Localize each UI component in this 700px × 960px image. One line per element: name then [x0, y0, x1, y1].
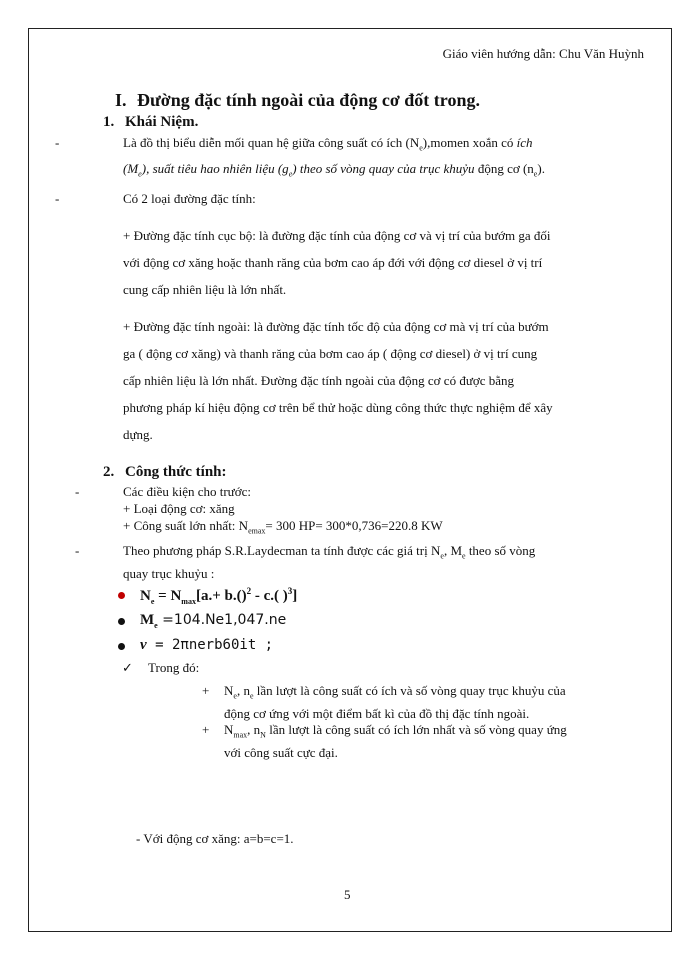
red-bullet: [118, 592, 125, 599]
subsection-1-title: Khái Niệm.: [125, 114, 199, 130]
gasoline-note: - Với động cơ xăng: a=b=c=1.: [136, 831, 294, 846]
checkmark-icon: ✓: [122, 660, 133, 675]
external-characteristic-paragraph: + Đường đặc tính ngoài: là đường đặc tính tốc độ của động cơ mà vị trí của bướm ga ( động cơ xăng) và thanh răng của bơm cao áp ( động cơ diesel) ở vị trí cung cấp nhiên liệu là lớn nhất. Đường đặc tính ngoài của động cơ có được bằng phương pháp kí hiệu động cơ trên bể thử hoặc dùng công thức thực nghiệm để xây dựng.: [123, 319, 553, 442]
section-number: I.: [115, 90, 127, 110]
formula-ne: $N_e = N_{max}[a.+ b.()^2 - c$.( )$^3$]: [140, 586, 297, 606]
black-bullet: [118, 618, 125, 625]
definition-ne: + $N_e$, $n_e$ lần lượt là công suất có ích và số vòng quay trục khuỷu của động cơ ứng với một điểm bất kì của đồ thị đặc tính ngoài.: [202, 683, 566, 721]
section-title-text: Đường đặc tính ngoài của động cơ đốt trong.: [137, 90, 480, 110]
given-conditions: - Các điều kiện cho trước: + Loại động cơ: xăng + Công suất lớn nhất: $N_{emax}= 300$ HP= 300*0,736=220.8 KW: [75, 484, 443, 536]
definition-nmax: + $N_{max}$, $n_N$ lần lượt là công suất có ích lớn nhất và số vòng quay ứng với công suất cực đại.: [202, 722, 567, 760]
subsection-1-heading: [103, 114, 198, 131]
black-bullet: [118, 643, 125, 650]
plus-marker: +: [202, 722, 210, 737]
subsection-2-number: 2.: [103, 464, 115, 480]
definition-line-2: $(M_e)$, suất tiêu hao nhiên liệu $(g_e)$ theo số vòng quay của trục khuỷu động cơ $(n_e)$.: [123, 161, 545, 179]
formula-me: $M_e =104.Ne1,047.ne$: [140, 612, 286, 630]
definition-line-1: Là đồ thị biểu diễn mối quan hệ giữa công suất có ích $(N_e),momen$ xoắn có ích: [123, 135, 533, 153]
subsection-2-title: Công thức tính:: [125, 464, 227, 480]
method-paragraph: - Theo phương pháp S.R.Laydecman ta tính được các giá trị $N_e$, $M_e$ theo số vòng quay trục khuỷu :: [75, 543, 536, 581]
dash-marker: -: [55, 135, 60, 150]
local-characteristic-paragraph: + Đường đặc tính cục bộ: là đường đặc tính của động cơ và vị trí của bướm ga đối với động cơ xăng hoặc thanh răng của bơm cao áp đới với động cơ diesel ở vị trí cung cấp nhiên liệu là lớn nhất.: [123, 228, 551, 297]
where-line: ✓ Trong đó:: [122, 660, 200, 675]
subsection-2-heading: [103, 464, 227, 481]
subsection-1-number: 1.: [103, 114, 115, 130]
formula-v: v = 2πnerb60it ;: [140, 637, 273, 654]
section-title: [115, 90, 480, 111]
plus-marker: +: [202, 683, 210, 698]
header-advisor: Giáo viên hướng dẫn: Chu Văn Huỳnh: [442, 46, 644, 61]
types-paragraph: - Có 2 loại đường đặc tính:: [55, 191, 256, 206]
page-number: 5: [344, 887, 351, 902]
